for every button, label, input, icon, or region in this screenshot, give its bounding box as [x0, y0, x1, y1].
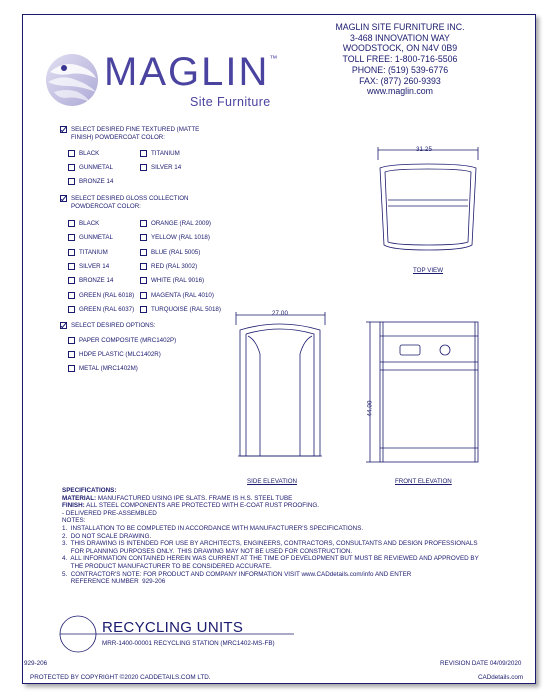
gloss-option[interactable]: TURQUOISE (RAL 5018) — [140, 306, 221, 313]
material-option[interactable]: HDPE PLASTIC (MLC1402R) — [68, 351, 161, 358]
material-option[interactable]: PAPER COMPOSITE (MRC1402P) — [68, 337, 176, 344]
material-option[interactable]: METAL (MRC1402M) — [68, 365, 138, 372]
technical-drawings — [220, 140, 520, 490]
gloss-option[interactable]: GUNMETAL — [68, 234, 113, 241]
maglin-logo-icon — [42, 52, 102, 108]
gloss-option[interactable]: BRONZE 14 — [68, 277, 113, 284]
top-view-label: TOP VIEW — [413, 267, 444, 274]
fine-finish-header: SELECT DESIRED FINE TEXTURED (MATTE FINISH) POWDERCOAT COLOR: — [60, 126, 199, 142]
side-dimension: 27.00 — [272, 310, 288, 317]
gloss-option[interactable]: RED (RAL 3002) — [140, 263, 197, 270]
fine-option[interactable]: GUNMETAL — [68, 164, 113, 171]
page-title: RECYCLING UNITS — [102, 619, 244, 636]
options-header: SELECT DESIRED OPTIONS: — [60, 322, 155, 330]
company-address: MAGLIN SITE FURNITURE INC. 3-468 INNOVATION WAY WOODSTOCK, ON N4V 0B9 TOLL FREE: 1-800-716-5506 PHONE: (519) 539-6776 FAX: (877) 260-9393 www.maglin.com — [335, 22, 465, 97]
front-elevation-label: FRONT ELEVATION — [395, 478, 452, 485]
gloss-option[interactable]: SILVER 14 — [68, 263, 109, 270]
gloss-option[interactable]: TITANIUM — [68, 249, 108, 256]
fine-finish-checkbox[interactable] — [60, 126, 67, 133]
top-view-drawing — [378, 147, 478, 250]
options-checkbox[interactable] — [60, 322, 67, 329]
gloss-option[interactable]: GREEN (RAL 6018) — [68, 292, 134, 299]
drawing-subtitle: MRR-1400-00001 RECYCLING STATION (MRC1402-MS-FB) — [102, 640, 275, 647]
fine-option[interactable]: SILVER 14 — [140, 164, 181, 171]
front-elevation-drawing — [366, 322, 478, 462]
gloss-option[interactable]: GREEN (RAL 6037) — [68, 306, 134, 313]
top-view-dimension: 31.25 — [416, 146, 432, 153]
gloss-option[interactable]: MAGENTA (RAL 4010) — [140, 292, 214, 299]
reference-number: 929-206 — [24, 660, 48, 667]
gloss-header: SELECT DESIRED GLOSS COLLECTION POWDERCOAT COLOR: — [60, 195, 188, 211]
gloss-option[interactable]: YELLOW (RAL 1018) — [140, 234, 210, 241]
fine-option[interactable]: TITANIUM — [140, 150, 180, 157]
gloss-option[interactable]: BLUE (RAL 5005) — [140, 249, 200, 256]
side-elevation-drawing — [236, 312, 325, 456]
copyright-text: PROTECTED BY COPYRIGHT ©2020 CADDETAILS.COM LTD. — [30, 674, 211, 681]
specifications-block: SPECIFICATIONS: MATERIAL: MANUFACTURED USING IPE SLATS. FRAME IS H.S. STEEL TUBE FINISH: ALL STEEL COMPONENTS ARE PROTECTED WITH E-COAT RUST PROOFING. - DELIVERED PRE-ASSEMBLED NOTES: 1. INSTALLATION TO BE COMPLETED IN ACCORDANCE WITH MANUFACTURER'S SPECIFICATIONS. 2. DO NOT SCALE DRAWING. 3. THIS DRAWING IS INTENDED FOR USE BY ARCHITECTS, ENGINEERS, CONTRACTORS, CONSULTANTS AND DESIGN PROFESSIONALS FOR PLANNING PURPOSES ONLY. THIS DRAWING MAY NOT BE USED FOR CONSTRUCTION. 4. ALL INFORMATION CONTAINED HEREIN WAS CURRENT AT THE TIME OF DEVELOPMENT BUT MUST BE REVIEWED AND APPROVED BY THE PRODUCT MANUFACTURER TO BE CONSIDERED ACCURATE. 5. CONTRACTOR'S NOTE: FOR PRODUCT AND COMPANY INFORMATION VISIT www.CADdetails.com/info AND ENTER REFERENCE NUMBER 929-206 — [62, 487, 479, 586]
gloss-checkbox[interactable] — [60, 195, 67, 202]
logo-subtitle: Site Furniture — [190, 95, 271, 109]
revision-date: REVISION DATE 04/09/2020 — [440, 660, 522, 667]
side-elevation-label: SIDE ELEVATION — [247, 478, 297, 485]
site-link[interactable]: CADdetails.com — [478, 674, 524, 681]
fine-option[interactable]: BRONZE 14 — [68, 178, 113, 185]
fine-option[interactable]: BLACK — [68, 150, 99, 157]
logo-wordmark: MAGLIN™ — [104, 50, 280, 94]
gloss-option[interactable]: BLACK — [68, 220, 99, 227]
gloss-option[interactable]: WHITE (RAL 9016) — [140, 277, 204, 284]
height-dimension: 44.00 — [366, 400, 374, 417]
gloss-option[interactable]: ORANGE (RAL 2009) — [140, 220, 211, 227]
